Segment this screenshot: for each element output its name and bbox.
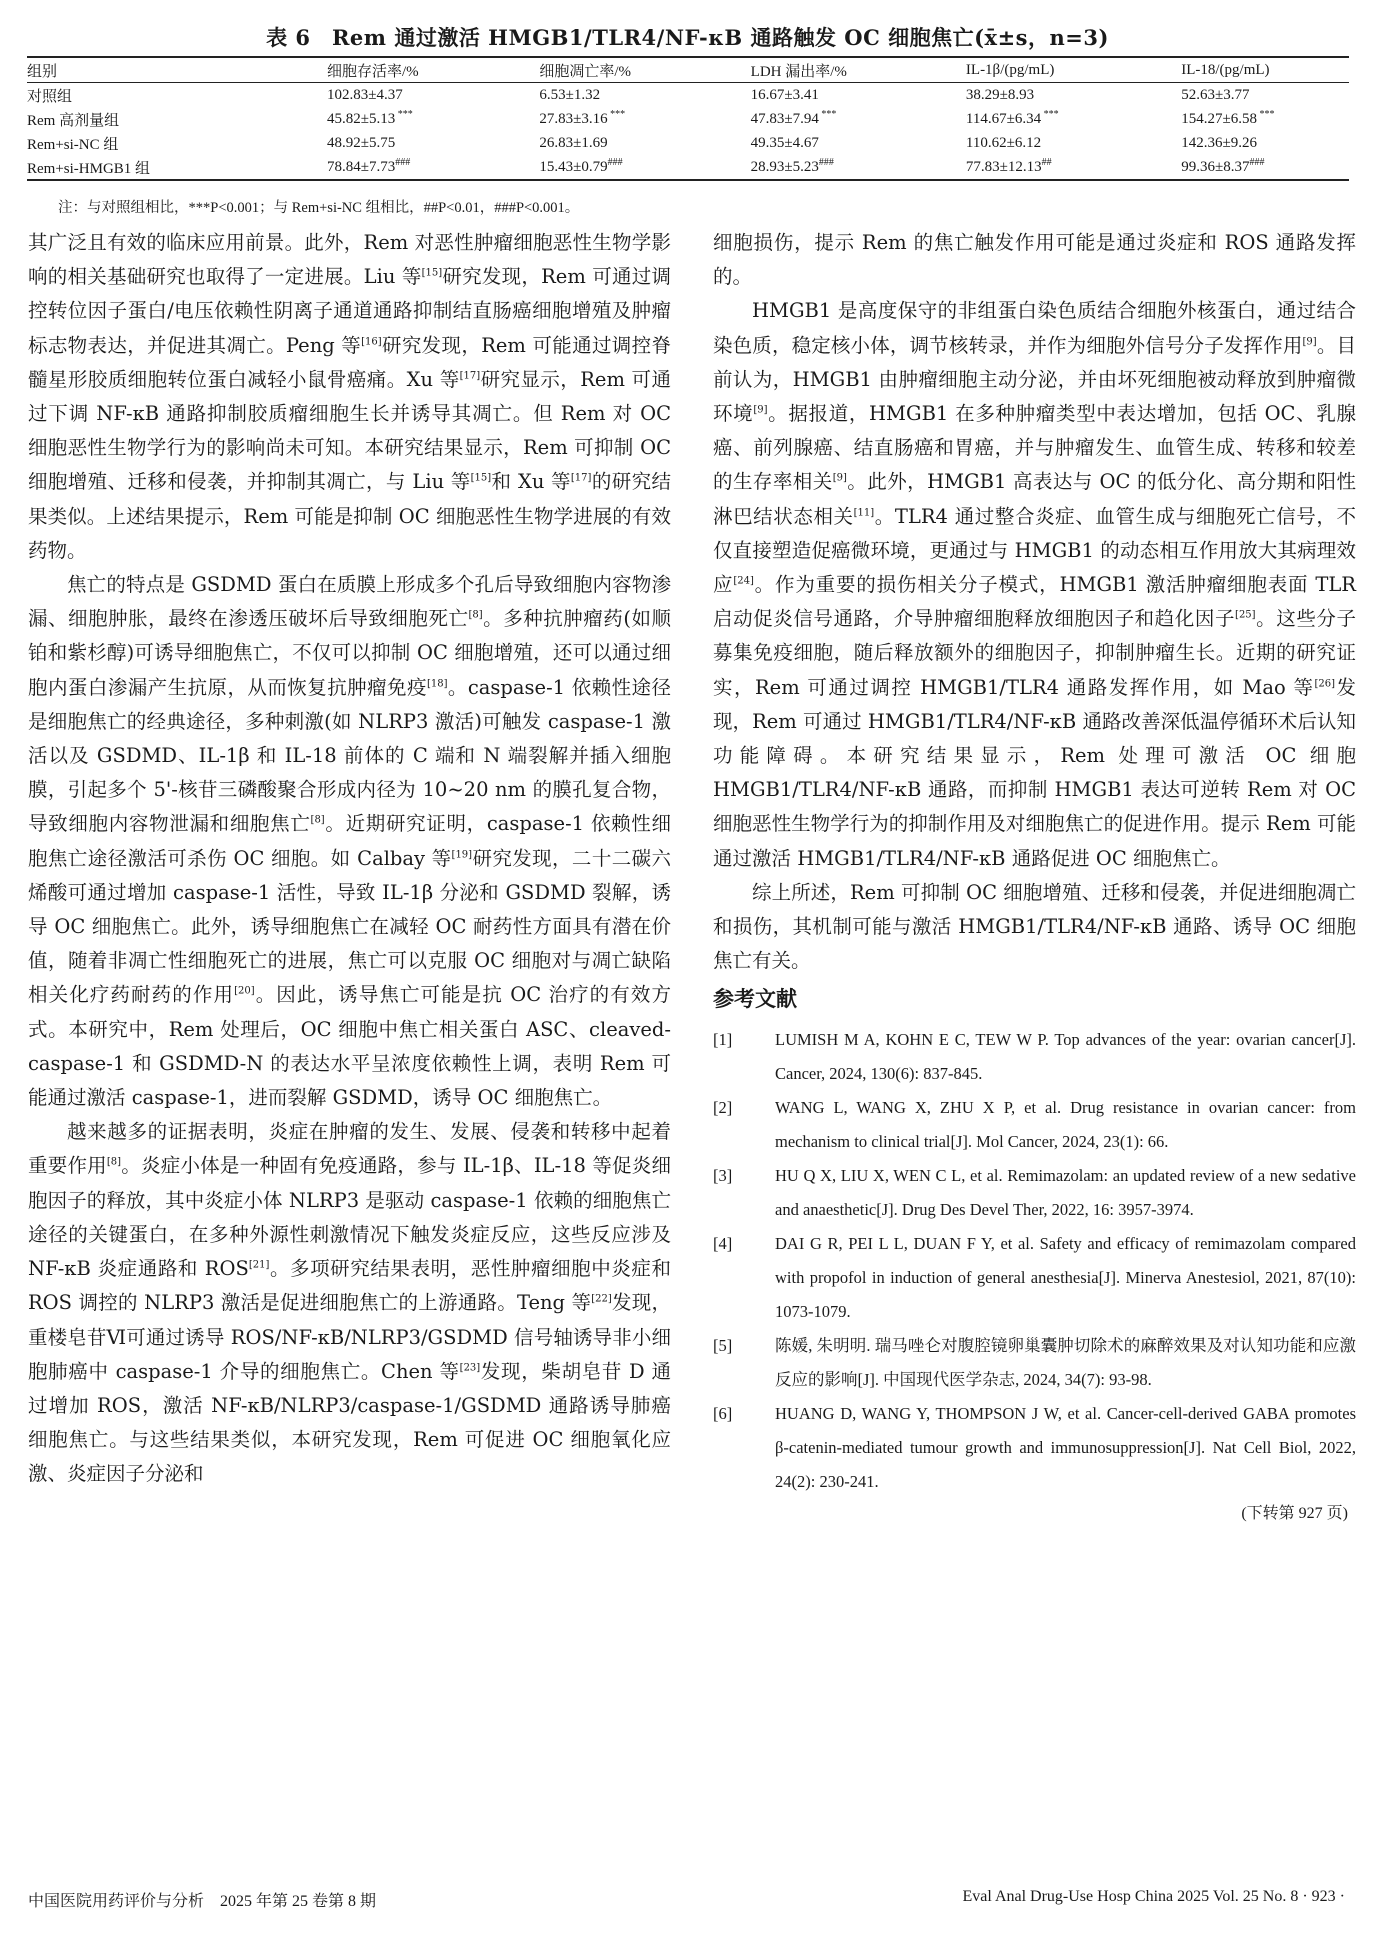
reference-item xyxy=(713,1329,1356,1397)
footer-journal-en: Eval Anal Drug-Use Hosp China 2025 Vol. 25 No. 8 · 923 · xyxy=(962,1888,1345,1905)
value-cell xyxy=(277,131,491,155)
reference-text: DAI G R, PEI L L, DUAN F Y, et al. Safety and efficacy of remimazolam compared with propofol in induction of general anesthesia[J]. Minerva Anestesiol, 2021, 87(10): 1073-1079. xyxy=(775,1233,1356,1321)
table-row xyxy=(27,83,1349,108)
reference-item xyxy=(713,1023,1356,1091)
left-column xyxy=(28,226,671,1492)
citation-ref[interactable]: [17] xyxy=(570,472,592,484)
reference-text: LUMISH M A, KOHN E C, TEW W P. Top advances of the year: ovarian cancer[J]. Cancer, 2024, 130(6): 837-845. xyxy=(775,1029,1356,1083)
cell-value: 99.36±8.37 xyxy=(1181,158,1250,175)
citation-ref[interactable]: [15] xyxy=(470,472,492,484)
cell-value: 16.67±3.41 xyxy=(750,86,819,103)
citation-ref[interactable]: [20] xyxy=(234,985,255,997)
reference-number: [2] xyxy=(713,1097,733,1117)
cell-value: 38.29±8.93 xyxy=(965,86,1035,103)
value-cell xyxy=(1129,107,1349,131)
citation-ref[interactable]: [18] xyxy=(426,678,448,690)
citation-ref[interactable]: [11] xyxy=(853,507,875,519)
value-cell xyxy=(277,83,491,108)
value-cell xyxy=(921,155,1129,180)
citation-ref[interactable]: [16] xyxy=(361,336,382,348)
citation-ref[interactable]: [21] xyxy=(248,1259,270,1271)
citation-ref[interactable]: [24] xyxy=(733,575,754,587)
citation-ref[interactable]: [8] xyxy=(310,814,325,826)
references-heading: 参考文献 xyxy=(713,987,797,1012)
header-il18: IL-18/(pg/mL) xyxy=(1181,61,1270,78)
citation-ref[interactable]: [8] xyxy=(468,609,483,621)
citation-ref[interactable]: [23] xyxy=(459,1362,481,1374)
significance-mark: ### xyxy=(607,156,623,168)
header-viability: 细胞存活率/% xyxy=(327,63,419,80)
value-cell xyxy=(1129,83,1349,108)
significance-mark: *** xyxy=(1041,108,1059,120)
reference-text: 陈媛, 朱明明. 瑞马唑仑对腹腔镜卵巢囊肿切除术的麻醉效果及对认知功能和应激反应的影响[J]. 中国现代医学杂志, 2024, 34(7): 93-98. xyxy=(775,1335,1356,1389)
reference-number: [4] xyxy=(713,1233,733,1253)
value-cell xyxy=(277,155,491,180)
citation-ref[interactable]: [9] xyxy=(1302,336,1317,348)
citation-ref[interactable]: [26] xyxy=(1314,678,1335,690)
significance-mark: *** xyxy=(395,108,413,120)
cell-value: 142.36±9.26 xyxy=(1181,134,1257,151)
reference-item xyxy=(713,1227,1356,1329)
table-row xyxy=(27,131,1349,155)
citation-ref[interactable]: [9] xyxy=(753,404,768,416)
value-cell xyxy=(921,83,1129,108)
cell-value: 102.83±4.37 xyxy=(327,86,403,103)
reference-number: [5] xyxy=(713,1335,733,1355)
citation-ref[interactable]: [22] xyxy=(591,1293,612,1305)
table-title: 表 6 Rem 通过激活 HMGB1/TLR4/NF-κB 通路触发 OC 细胞焦亡(x̄±s，n=3) xyxy=(266,25,1109,50)
group-cell: Rem+si-HMGB1 组 xyxy=(27,160,151,177)
value-cell xyxy=(703,155,921,180)
citation-ref[interactable]: [17] xyxy=(459,370,481,382)
cell-value: 47.83±7.94 xyxy=(750,110,819,127)
table-note-text: 注：与对照组相比，***P<0.001；与 Rem+si-NC 组相比，##P<0.01，###P<0.001。 xyxy=(58,200,580,216)
body-paragraph: 综上所述，Rem 可抑制 OC 细胞增殖、迁移和侵袭，并促进细胞凋亡和损伤，其机制可能与激活 HMGB1/TLR4/NF-κB 通路、诱导 OC 细胞焦亡有关。 xyxy=(713,880,1356,973)
value-cell xyxy=(703,131,921,155)
significance-mark: *** xyxy=(818,108,837,120)
group-cell: 对照组 xyxy=(27,88,73,105)
cell-value: 28.93±5.23 xyxy=(750,158,819,175)
cell-value: 49.35±4.67 xyxy=(750,134,819,151)
cell-value: 52.63±3.77 xyxy=(1181,86,1250,103)
significance-mark: ## xyxy=(1041,156,1052,168)
citation-ref[interactable]: [9] xyxy=(832,472,847,484)
table-row xyxy=(27,155,1349,180)
reference-number: [6] xyxy=(713,1403,733,1423)
body-paragraph: 细胞损伤，提示 Rem 的焦亡触发作用可能是通过炎症和 ROS 通路发挥的。 xyxy=(713,231,1356,289)
reference-number: [1] xyxy=(713,1029,733,1049)
cell-value: 110.62±6.12 xyxy=(965,134,1042,151)
value-cell xyxy=(491,131,702,155)
value-cell xyxy=(703,107,921,131)
body-paragraph: 越来越多的证据表明，炎症在肿瘤的发生、发展、侵袭和转移中起着重要作用[8]。炎症小体是一种固有免疫通路，参与 IL-1β、IL-18 等促炎细胞因子的释放，其中炎症小体 NLRP3 是驱动 caspase-1 依赖的细胞焦亡途径的关键蛋白，在多种外源性刺激情况下触发炎症反应，这些反应涉及 NF-κB 炎症通路和 ROS[21]。多项研究结果表明，恶性肿瘤细胞中炎症和 ROS 调控的 NLRP3 激活是促进细胞焦亡的上游通路。Teng 等[22]发现，重楼皂苷Ⅵ可通过诱导 ROS/NF-κB/NLRP3/GSDMD 信号轴诱导非小细胞肺癌中 caspase-1 介导的细胞焦亡。Chen 等[23]发现，柴胡皂苷 D 通过增加 ROS，激活 NF-κB/NLRP3/caspase-1/GSDMD 通路诱导肺癌细胞焦亡。与这些结果类似，本研究发现，Rem 可促进 OC 细胞氧化应激、炎症因子分泌和 xyxy=(28,1120,671,1486)
significance-mark: *** xyxy=(1256,108,1275,120)
value-cell xyxy=(491,107,702,131)
value-cell xyxy=(491,83,702,108)
significance-mark: ### xyxy=(1249,156,1265,168)
reference-item xyxy=(713,1159,1356,1227)
group-cell: Rem+si-NC 组 xyxy=(27,136,119,153)
cell-value: 26.83±1.69 xyxy=(539,134,608,151)
significance-mark: *** xyxy=(607,108,626,120)
citation-ref[interactable]: [8] xyxy=(106,1156,122,1168)
cell-value: 78.84±7.73 xyxy=(327,158,396,175)
citation-ref[interactable]: [19] xyxy=(451,849,473,861)
reference-item xyxy=(713,1397,1356,1499)
citation-ref[interactable]: [15] xyxy=(421,267,443,279)
footer-journal-cn: 中国医院用药评价与分析 2025 年第 25 卷第 8 期 xyxy=(28,1893,377,1910)
cell-value: 45.82±5.13 xyxy=(327,110,396,127)
value-cell xyxy=(703,83,921,108)
cell-value: 77.83±12.13 xyxy=(965,158,1042,175)
right-column xyxy=(713,226,1356,1529)
cell-value: 48.92±5.75 xyxy=(327,134,396,151)
header-group: 组别 xyxy=(27,63,58,80)
value-cell xyxy=(921,107,1129,131)
citation-ref[interactable]: [25] xyxy=(1235,609,1256,621)
continued-note: (下转第 927 页) xyxy=(1241,1504,1348,1522)
value-cell xyxy=(277,107,491,131)
cell-value: 154.27±6.58 xyxy=(1181,110,1257,127)
value-cell xyxy=(491,155,702,180)
significance-mark: ### xyxy=(818,156,834,168)
table-row xyxy=(27,107,1349,131)
value-cell xyxy=(1129,131,1349,155)
reference-number: [3] xyxy=(713,1165,733,1185)
body-paragraph: 其广泛且有效的临床应用前景。此外，Rem 对恶性肿瘤细胞恶性生物学影响的相关基础研究也取得了一定进展。Liu 等[15]研究发现，Rem 可通过调控转位因子蛋白/电压依赖性阴离子通道通路抑制结直肠癌细胞增殖及肿瘤标志物表达，并促进其凋亡。Peng 等[16]研究发现，Rem 可能通过调控脊髓星形胶质细胞转位蛋白减轻小鼠骨癌痛。Xu 等[17]研究显示，Rem 可通过下调 NF-κB 通路抑制胶质瘤细胞生长并诱导其凋亡。但 Rem 对 OC 细胞恶性生物学行为的影响尚未可知。本研究结果显示，Rem 可抑制 OC 细胞增殖、迁移和侵袭，并抑制其凋亡，与 Liu 等[15]和 Xu 等[17]的研究结果类似。上述结果提示，Rem 可能是抑制 OC 细胞恶性生物学进展的有效药物。 xyxy=(28,231,671,562)
group-cell: Rem 高剂量组 xyxy=(27,112,120,129)
cell-value: 6.53±1.32 xyxy=(539,86,601,103)
value-cell xyxy=(1129,155,1349,180)
body-paragraph: HMGB1 是高度保守的非组蛋白染色质结合细胞外核蛋白，通过结合染色质，稳定核小体，调节核转录，并作为细胞外信号分子发挥作用[9]。目前认为，HMGB1 由肿瘤细胞主动分泌，并由坏死细胞被动释放到肿瘤微环境[9]。据报道，HMGB1 在多种肿瘤类型中表达增加，包括 OC、乳腺癌、前列腺癌、结直肠癌和胃癌，并与肿瘤发生、血管生成、转移和较差的生存率相关[9]。此外，HMGB1 高表达与 OC 的低分化、高分期和阳性淋巴结状态相关[11]。TLR4 通过整合炎症、血管生成与细胞死亡信号，不仅直接塑造促癌微环境，更通过与 HMGB1 的动态相互作用放大其病理效应[24]。作为重要的损伤相关分子模式，HMGB1 激活肿瘤细胞表面 TLR 启动促炎信号通路，介导肿瘤细胞释放细胞因子和趋化因子[25]。这些分子募集免疫细胞，随后释放额外的细胞因子，抑制肿瘤生长。近期的研究证实，Rem 可通过调控 HMGB1/TLR4 通路发挥作用，如 Mao 等[26]发现，Rem 可通过 HMGB1/TLR4/NF-κB 通路改善深低温停循环术后认知功能障碍。本研究结果显示，Rem 处理可激活 OC 细胞 HMGB1/TLR4/NF-κB 通路，而抑制 HMGB1 表达可逆转 Rem 对 OC 细胞恶性生物学行为的抑制作用及对细胞焦亡的促进作用。提示 Rem 可能通过激活 HMGB1/TLR4/NF-κB 通路促进 OC 细胞焦亡。 xyxy=(713,299,1356,870)
reference-item xyxy=(713,1091,1356,1159)
body-paragraph: 焦亡的特点是 GSDMD 蛋白在质膜上形成多个孔后导致细胞内容物渗漏、细胞肿胀，最终在渗透压破坏后导致细胞死亡[8]。多种抗肿瘤药(如顺铂和紫杉醇)可诱导细胞焦亡，不仅可以抑制 OC 细胞增殖，还可以通过细胞内蛋白渗漏产生抗原，从而恢复抗肿瘤免疫[18]。caspase-1 依赖性途径是细胞焦亡的经典途径，多种刺激(如 NLRP3 激活)可触发 caspase-1 激活以及 GSDMD、IL-1β 和 IL-18 前体的 C 端和 N 端裂解并插入细胞膜，引起多个 5'-核苷三磷酸聚合形成内径为 10~20 nm 的膜孔复合物，导致细胞内容物泄漏和细胞焦亡[8]。近期研究证明，caspase-1 依赖性细胞焦亡途径激活可杀伤 OC 细胞。如 Calbay 等[19]研究发现，二十二碳六烯酸可通过增加 caspase-1 活性，导致 IL-1β 分泌和 GSDMD 裂解，诱导 OC 细胞焦亡。此外，诱导细胞焦亡在减轻 OC 耐药性方面具有潜在价值，随着非凋亡性细胞死亡的进展，焦亡可以克服 OC 细胞对与凋亡缺陷相关化疗药耐药的作用[20]。因此，诱导焦亡可能是抗 OC 治疗的有效方式。本研究中，Rem 处理后，OC 细胞中焦亡相关蛋白 ASC、cleaved-caspase-1 和 GSDMD-N 的表达水平呈浓度依赖性上调，表明 Rem 可能通过激活 caspase-1，进而裂解 GSDMD，诱导 OC 细胞焦亡。 xyxy=(28,573,671,1110)
table-header-row xyxy=(27,57,1349,83)
reference-text: HU Q X, LIU X, WEN C L, et al. Remimazolam: an updated review of a new sedative and anaesthetic[J]. Drug Des Devel Ther, 2022, 16: 3957-3974. xyxy=(775,1165,1356,1219)
header-il1b: IL-1β/(pg/mL) xyxy=(965,61,1055,78)
header-ldh: LDH 漏出率/% xyxy=(750,63,847,80)
reference-text: HUANG D, WANG Y, THOMPSON J W, et al. Cancer-cell-derived GABA promotes β-catenin-mediated tumour growth and immunosuppression[J]. Nat Cell Biol, 2022, 24(2): 230-241. xyxy=(775,1403,1356,1491)
reference-list xyxy=(713,1023,1356,1499)
cell-value: 114.67±6.34 xyxy=(965,110,1042,127)
significance-mark: ### xyxy=(395,156,411,168)
cell-value: 27.83±3.16 xyxy=(539,110,608,127)
header-apoptosis: 细胞凋亡率/% xyxy=(539,63,632,80)
results-table xyxy=(27,56,1349,181)
reference-text: WANG L, WANG X, ZHU X P, et al. Drug resistance in ovarian cancer: from mechanism to clinical trial[J]. Mol Cancer, 2024, 23(1): 66. xyxy=(775,1097,1356,1151)
table-note xyxy=(58,196,579,217)
cell-value: 15.43±0.79 xyxy=(539,158,608,175)
value-cell xyxy=(921,131,1129,155)
